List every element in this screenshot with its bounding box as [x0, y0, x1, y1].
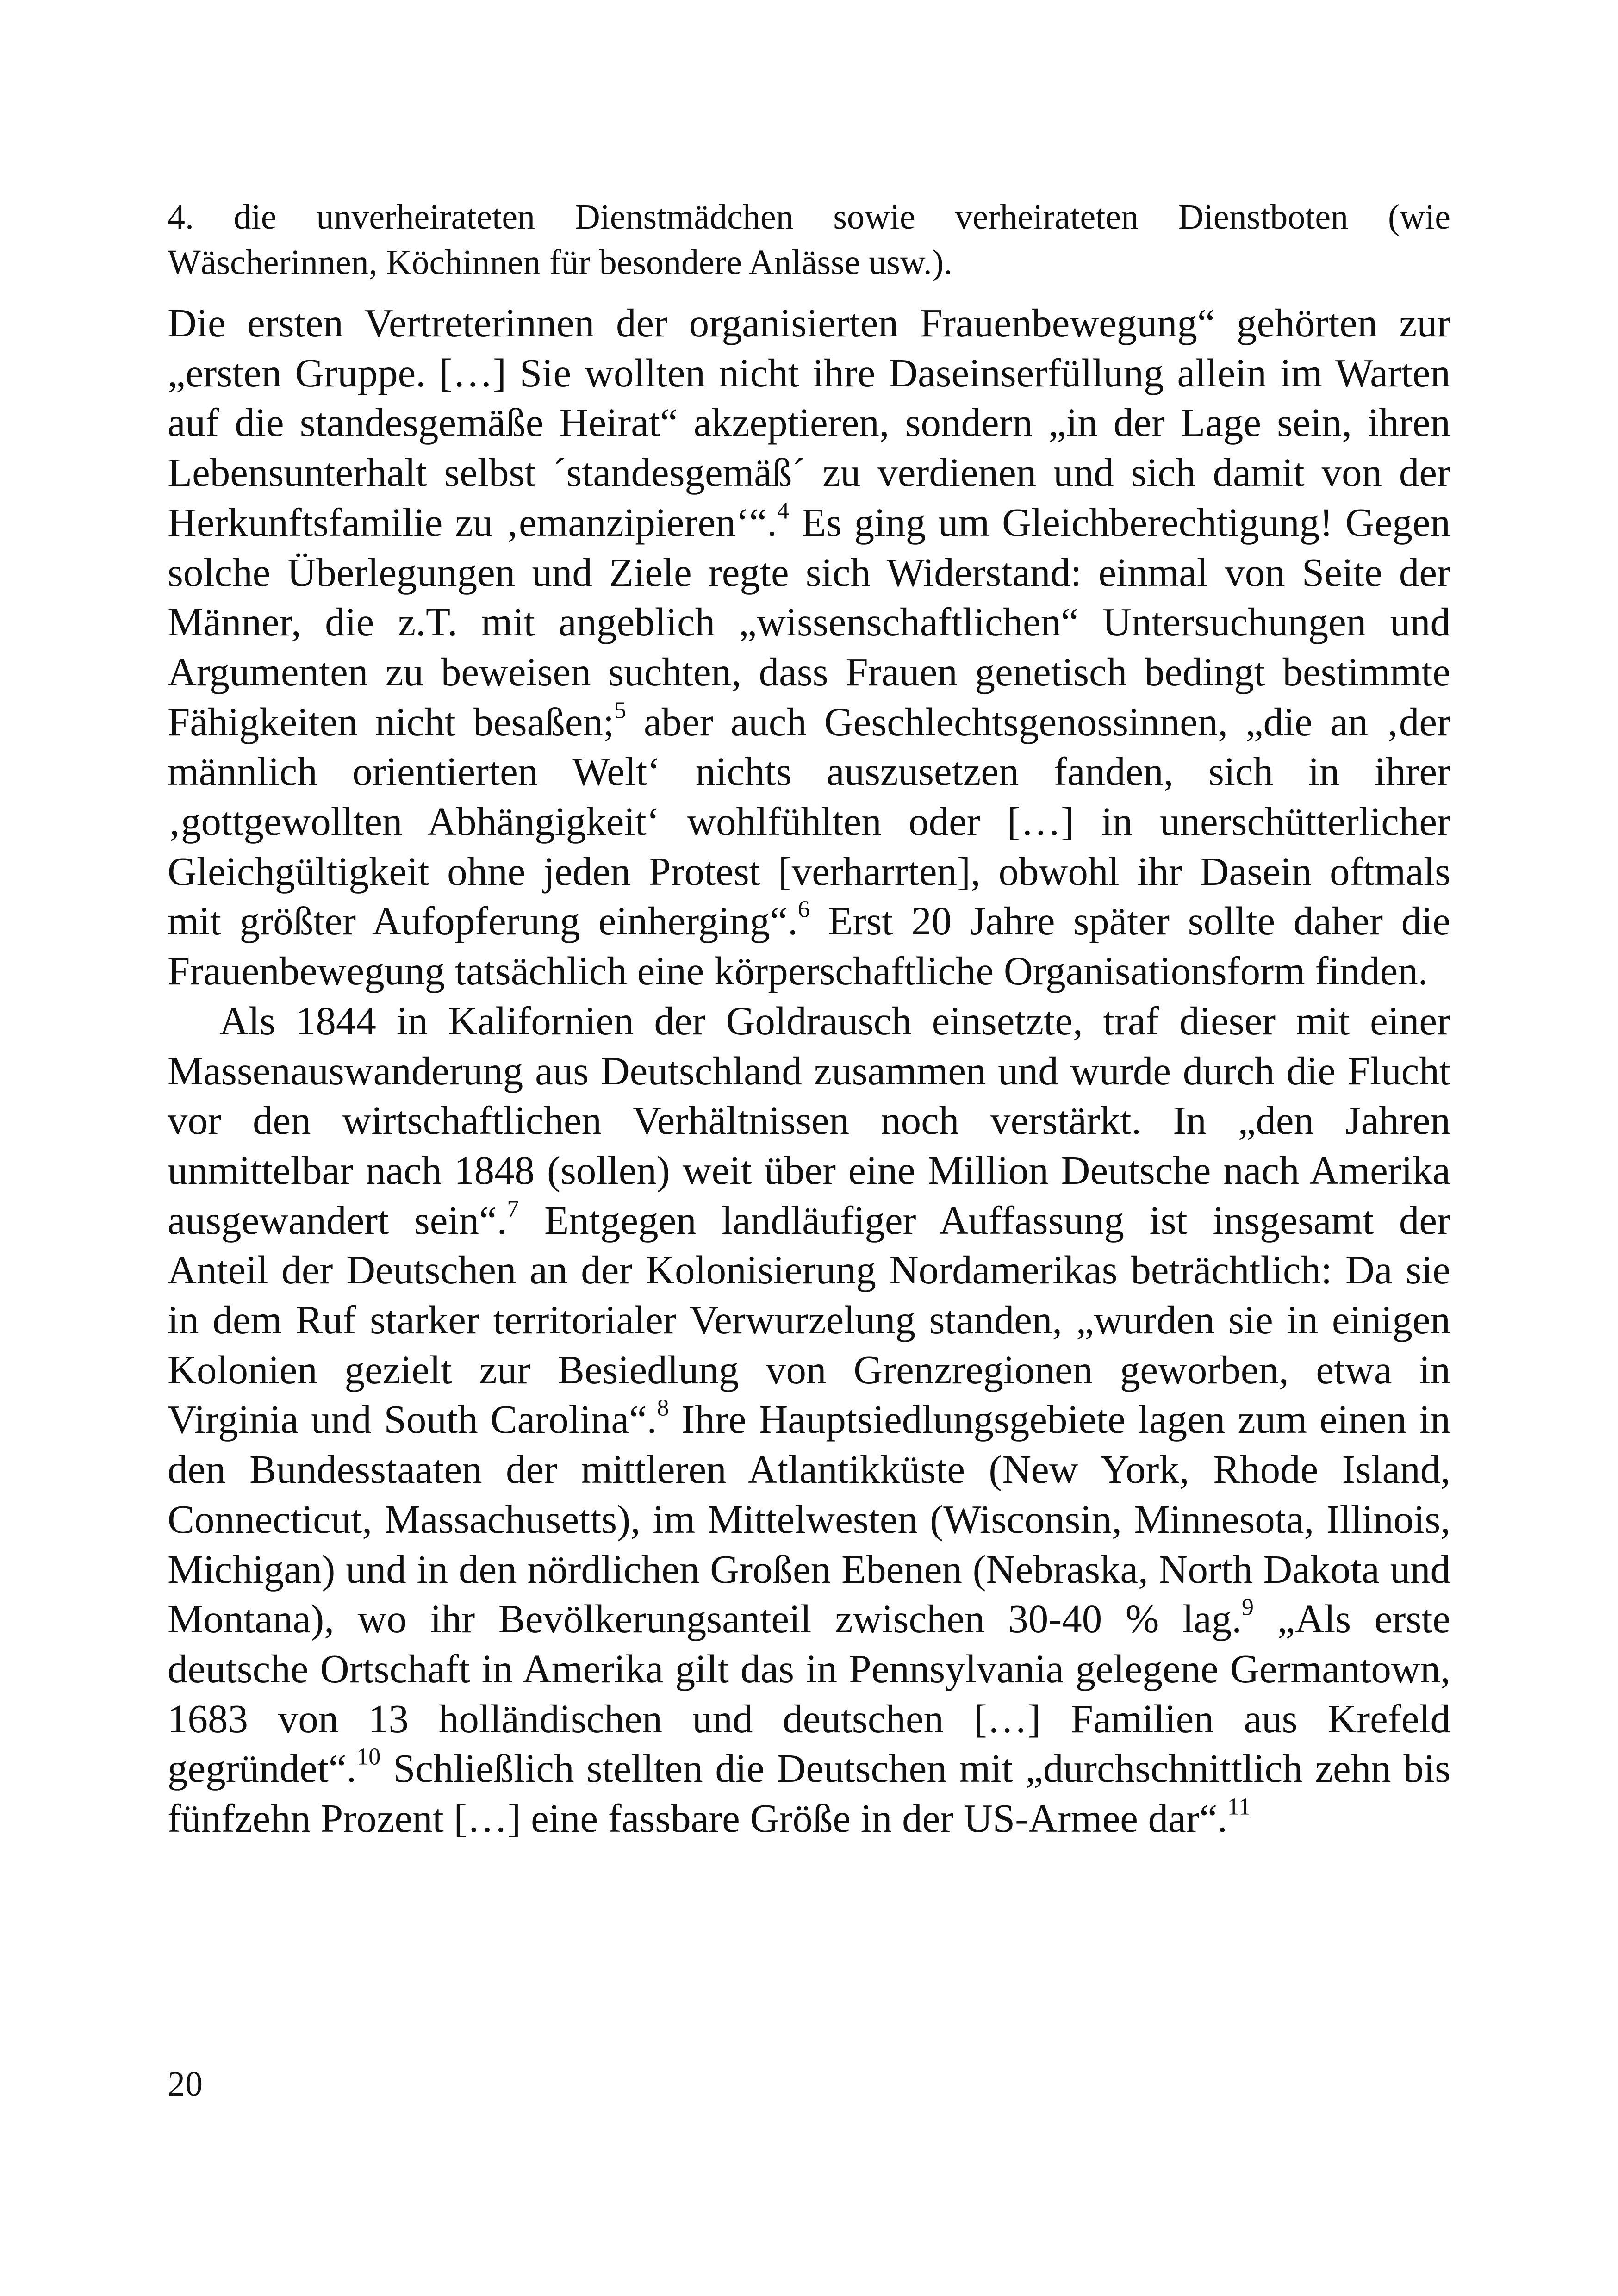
- footnote-marker[interactable]: 4: [777, 498, 789, 524]
- text-segment: Entgegen landläufiger Auffassung ist insgesamt der Anteil der Deutschen an der Kolonisierung Nordamerikas beträchtlich: Da sie in dem Ruf starker territorialer Verwurzelung standen, „wurden sie in einigen Kolonien gezielt zur Besiedlung von Grenzregionen geworben, etwa in Virginia und South Carolina“.: [168, 1197, 1450, 1442]
- footnote-marker[interactable]: 6: [797, 896, 810, 923]
- list-item-4: 4. die unverheirateten Dienstmädchen sowie verheirateten Dienstboten (wie Wäscherinnen, Köchinnen für besondere Anlässe usw.).: [168, 198, 1450, 282]
- body-text: [168, 194, 1450, 1843]
- text-segment: Erst 20 Jahre später sollte daher die Frauenbewegung tatsächlich eine körperschaftliche Organisationsform finden.: [168, 898, 1451, 994]
- text-segment: Schließlich stellten die Deutschen mit „durchschnittlich zehn bis fünfzehn Prozent […] eine fassbare Größe in der US-Armee dar“.: [168, 1746, 1450, 1841]
- text-segment: Die ersten Vertreterinnen der organisierten Frauenbewegung“ gehörten zur „ersten Gruppe. […] Sie wollten nicht ihre Daseinserfüllung allein im Warten auf die standesgemäße Heirat“ akzeptieren, sondern „in der Lage sein, ihren Lebensunterhalt selbst ´standesgemäß´ zu verdienen und sich damit von der Herkunftsfamilie zu ‚emanzipieren‘“.: [168, 300, 1450, 545]
- footnote-marker[interactable]: 7: [507, 1195, 519, 1222]
- text-segment: Als 1844 in Kalifornien der Goldrausch einsetzte, traf dieser mit einer Massenauswanderung aus Deutschland zusammen und wurde durch die Flucht vor den wirtschaftlichen Verhältnissen noch verstärkt. In „den Jahren unmittelbar nach 1848 (sollen) weit über eine Million Deutsche nach Amerika ausgewandert sein“.: [168, 998, 1450, 1243]
- paragraph-auswanderung: [168, 996, 1450, 1843]
- paragraph-frauenbewegung: [168, 298, 1450, 996]
- footnote-marker[interactable]: 5: [614, 697, 626, 724]
- text-segment: „Als erste deutsche Ortschaft in Amerika gilt das in Pennsylvania gelegene Germantown, 1683 von 13 holländischen und deutschen […] Familien aus Krefeld gegründet“.: [168, 1596, 1451, 1791]
- text-segment: Ihre Hauptsiedlungsgebiete lagen zum einen in den Bundesstaaten der mittleren Atlantikküste (New York, Rhode Island, Connecticut, Massachusetts), im Mittelwesten (Wisconsin, Minnesota, Illinois, Michigan) und in den nördlichen Großen Ebenen (Nebraska, North Dakota und Montana), wo ihr Bevölkerungsanteil zwischen 30-40 % lag.: [168, 1397, 1450, 1642]
- footnote-marker[interactable]: 8: [657, 1395, 669, 1422]
- text-segment: aber auch Geschlechtsgenossinnen, „die an ‚der männlich orientierten Welt‘ nichts auszusetzen fanden, sich in ihrer ‚gottgewollten Abhängigkeit‘ wohlfühlten oder […] in unerschütterlicher Gleichgültigkeit ohne jeden Protest [verharrten], obwohl ihr Dasein oftmals mit größter Aufopferung einherging“.: [168, 699, 1450, 944]
- footnote-marker[interactable]: 9: [1242, 1594, 1254, 1621]
- footnote-marker[interactable]: 11: [1227, 1793, 1251, 1820]
- footnote-marker[interactable]: 10: [356, 1743, 381, 1770]
- text-segment: Es ging um Gleichberechtigung! Gegen solche Überlegungen und Ziele regte sich Widerstand: einmal von Seite der Männer, die z.T. mit angeblich „wissenschaftlichen“ Untersuchungen und Argumenten zu beweisen suchten, dass Frauen genetisch bedingt bestimmte Fähigkeiten nicht besaßen;: [168, 499, 1450, 744]
- page-number: 20: [168, 2065, 203, 2103]
